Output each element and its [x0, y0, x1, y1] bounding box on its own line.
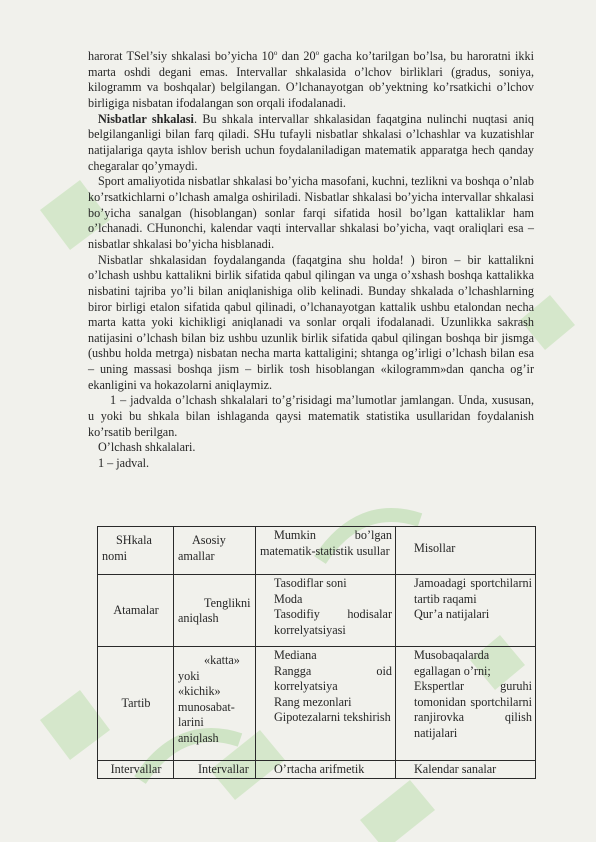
header-ops: Asosiy amallar [174, 527, 256, 575]
body-text [88, 49, 534, 472]
table-row [98, 647, 536, 761]
row-scale: Intervallar [98, 761, 174, 779]
paragraph-1: harorat TSel’siy shkalasi bo’yicha 10$^o$ dan 20$^o$ gacha ko’tarilgan bo’lsa, bu haroratni ikki marta oshdi degani emas. Intervallar shkalasida o’lchov birliklari (gradus, soniya, kilogramm va boshqalar) belgilangan. O’lchanayotgan ob’yektning ko’rsatkichi o’lchov birligiga nisbatan ifodalangan son orqali ifodalanadi. [88, 48, 534, 110]
row-scale: Atamalar [98, 575, 174, 647]
row-ops: «katta» yoki «kichik» munosabat- larini aniqlash [174, 647, 256, 761]
row-ops: Intervallar [174, 761, 256, 779]
row-examples: Musobaqalarda egallagan o’rni; Ekspertlar guruhi tomonidan sportchilarni ranjirovka qilish natijalari [396, 647, 536, 761]
row-examples: Kalendar sanalar [396, 761, 536, 779]
table-row [98, 575, 536, 647]
row-scale: Tartib [98, 647, 174, 761]
nisbatlar-heading: Nisbatlar shkalasi [98, 111, 194, 126]
nisbatlar-body: . Bu shkala intervallar shkalasidan faqatgina nulinchi nuqtasi aniq belgilanganligi bilan farq qiladi. SHu tufayli nisbatlar shkalasi o’lchashlar va kuzatishlar natijalariga qayta ishlov berish uchun foydalaniladigan matematik apparatga hech qanday chegaralar qo’ymaydi. [88, 111, 534, 173]
paragraph-4: 1 – jadvalda o’lchash shkalalari to’g’risidagi ma’lumotlar jamlangan. Unda, xususan, u yoki bu shkala bilan ishlaganda qaysi matematik statistika usullaridan foydalanish ko’rsatib berilgan. [88, 393, 534, 439]
table-header-row [98, 527, 536, 575]
row-methods: Tasodiflar soni Moda Tasodifiy hodisalar korrelyatsiyasi [256, 575, 396, 647]
header-examples: Misollar [396, 527, 536, 575]
paragraph-nisbatlar [88, 112, 534, 175]
row-methods: Mediana Rangga oid korrelyatsiya Rang mezonlari Gipotezalarni tekshirish [256, 647, 396, 761]
scales-table [97, 526, 536, 779]
row-methods: O’rtacha arifmetik [256, 761, 396, 779]
row-ops: Tenglikni aniqlash [174, 575, 256, 647]
table-row [98, 761, 536, 779]
row-examples: Jamoadagi sportchilarni tartib raqami Qur’a natijalari [396, 575, 536, 647]
header-methods: Mumkin bo’lgan matematik-statistik usullar [256, 527, 396, 575]
paragraph-3: Nisbatlar shkalasidan foydalanganda (faqatgina shu holda! ) biron – bir kattalikni o’lchash ushbu kattalikni birlik sifatida qabul qilingan va unga o’xshash boshqa kattalikka nisbatini tajriba yo’li bilan aniqlanishiga olib kelinadi. Bunday shkalada o’lchashlarning biror birligi etalon sifatida qabul qilinadi, o’lchanayotgan kattalik ushbu etalondan necha marta katta yoki kichikligi aniqlanadi va sonlar orqali ifodalanadi. Uzunlikka sakrash natijasini o’lchash bilan biz ushbu uzunlik birlik sifatida qabul qilingan boshqa bir jismga (ushbu holda metrga) nisbatan necha marta kattaligini; shtanga og’irligi o’lchash bilan esa – uning massasi boshqa jism – birlik tosh hisoblangan «kilogramm»dan qancha og’ir ekanligini va hokazolarni aniqlaymiz. [88, 252, 534, 392]
table-caption: O’lchash shkalalari. [98, 440, 196, 455]
header-scale: SHkala nomi [98, 527, 174, 575]
table-number: 1 – jadval. [98, 456, 150, 471]
paragraph-2: Sport amaliyotida nisbatlar shkalasi bo’yicha masofani, kuchni, tezlikni va boshqa o’nlab ko’rsatkichlarni o’lchash amalga oshiriladi. Nisbatlar shkalasi bo’yicha intervallar shkalasi bo’yicha sanalgan (hisoblangan) sonlar farqi sifatida hosil bo’lgan kattaliklar ham o’lchanadi. CHunonchi, kalendar vaqti intervallar shkalasi bo’yicha, vaqt oraliqlari esa – nisbatlar shkalasi bo’yicha hisblanadi. [88, 174, 534, 251]
